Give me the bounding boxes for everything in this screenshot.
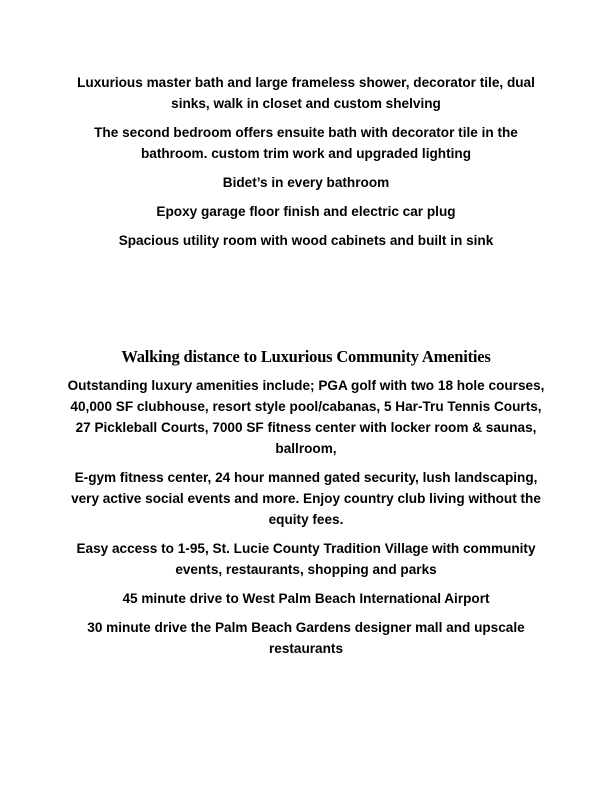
amenity-airport: 45 minute drive to West Palm Beach International Airport xyxy=(122,591,490,606)
features-section xyxy=(64,72,548,259)
amenities-section xyxy=(64,346,548,667)
feature-garage: Epoxy garage floor finish and electric car plug xyxy=(156,204,456,219)
feature-utility-room: Spacious utility room with wood cabinets and built in sink xyxy=(118,233,494,248)
amenities-list-1: Outstanding luxury amenities include; PGA golf with two 18 hole courses, 40,000 SF clubhouse, resort style pool/cabanas, 5 Har-Tru Tennis Courts, 27 Pickleball Courts, 7000 SF fitness center with locker room & saunas, ballroom, xyxy=(67,378,545,456)
feature-second-bedroom: The second bedroom offers ensuite bath with decorator tile in the bathroom. custom trim work and upgraded lighting xyxy=(94,125,518,161)
amenity-access: Easy access to 1-95, St. Lucie County Tradition Village with community events, restaurants, shopping and parks xyxy=(76,541,536,577)
feature-master-bath: Luxurious master bath and large frameless shower, decorator tile, dual sinks, walk in closet and custom shelving xyxy=(77,75,535,111)
amenities-list-2: E-gym fitness center, 24 hour manned gated security, lush landscaping, very active social events and more. Enjoy country club living without the equity fees. xyxy=(71,470,541,527)
feature-bidets: Bidet’s in every bathroom xyxy=(222,175,390,190)
amenity-mall: 30 minute drive the Palm Beach Gardens designer mall and upscale restaurants xyxy=(87,620,525,656)
amenities-heading: Walking distance to Luxurious Community Amenities xyxy=(121,347,491,366)
